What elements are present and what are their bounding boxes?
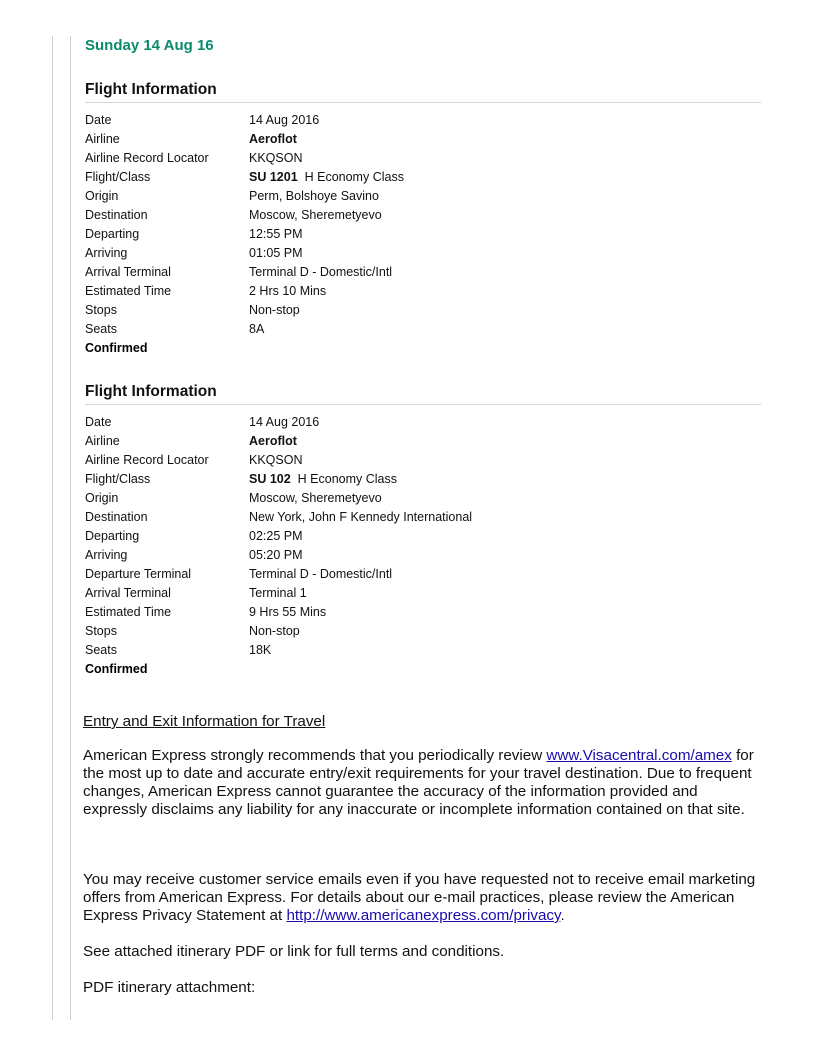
flight-row-record-locator [85, 451, 761, 470]
airline-name: Aeroflot [249, 132, 297, 146]
row-label: Origin [85, 491, 119, 505]
row-value: 2 Hrs 10 Mins [249, 284, 327, 298]
row-value: Moscow, Sheremetyevo [249, 208, 382, 222]
visacentral-link[interactable]: www.Visacentral.com/amex [546, 747, 732, 764]
row-label: Flight/Class [85, 472, 151, 486]
row-value: 18K [249, 643, 272, 657]
row-value: 01:05 PM [249, 246, 303, 260]
row-label: Seats [85, 322, 117, 336]
privacy-paragraph [83, 871, 763, 925]
row-value: 8A [249, 322, 265, 336]
row-label: Stops [85, 303, 117, 317]
row-value [249, 130, 297, 149]
flight-row-stops [85, 301, 761, 320]
row-value: Terminal 1 [249, 586, 307, 600]
privacy-text-1: You may receive customer service emails even if you have requested not to receive email marketing offers from American Express. For details about our e-mail practices, please review the American Express Privacy Statement at [83, 871, 756, 924]
pdf-attachment-label: PDF itinerary attachment: [83, 979, 256, 996]
row-value: Terminal D - Domestic/Intl [249, 265, 393, 279]
row-label: Estimated Time [85, 605, 172, 619]
flight-row-departure-terminal [85, 565, 761, 584]
entry-exit-heading-text: Entry and Exit Information for Travel [83, 713, 326, 730]
flight-row-flight-class [85, 168, 761, 187]
flight-row-arriving [85, 546, 761, 565]
flight-row-estimated-time [85, 282, 761, 301]
row-value: 14 Aug 2016 [249, 415, 320, 429]
row-value: 9 Hrs 55 Mins [249, 605, 327, 619]
entry-exit-heading [83, 713, 763, 731]
flight-row-departing [85, 225, 761, 244]
entry-exit-paragraph [83, 747, 763, 819]
row-label: Airline Record Locator [85, 151, 209, 165]
row-value: Terminal D - Domestic/Intl [249, 567, 393, 581]
flight-row-estimated-time [85, 603, 761, 622]
booking-status: Confirmed [85, 341, 148, 355]
row-value: Perm, Bolshoye Savino [249, 189, 379, 203]
row-label: Arrival Terminal [85, 586, 171, 600]
privacy-text-2: . [560, 907, 565, 924]
row-value [249, 432, 297, 451]
row-label: Destination [85, 510, 148, 524]
flight-row-date [85, 413, 761, 432]
row-value: 02:25 PM [249, 529, 303, 543]
row-label: Departing [85, 529, 140, 543]
row-label: Flight/Class [85, 170, 151, 184]
flight-row-arriving [85, 244, 761, 263]
flight-number: SU 102 [249, 472, 291, 486]
flight-class: H Economy Class [304, 170, 404, 184]
left-margin-rule-inner [70, 36, 71, 1020]
row-value: Moscow, Sheremetyevo [249, 491, 382, 505]
row-label: Departure Terminal [85, 567, 192, 581]
flight-row-flight-class [85, 470, 761, 489]
row-value [249, 168, 404, 187]
flight-row-origin [85, 489, 761, 508]
flight-row-record-locator [85, 149, 761, 168]
row-label: Seats [85, 643, 117, 657]
flight-row-origin [85, 187, 761, 206]
row-label: Arriving [85, 246, 128, 260]
flight-row-stops [85, 622, 761, 641]
flight-number: SU 1201 [249, 170, 298, 184]
row-value: 05:20 PM [249, 548, 303, 562]
flight-row-arrival-terminal [85, 263, 761, 282]
row-value [249, 470, 397, 489]
entry-exit-text-2: for the most up to date and accurate entry/exit requirements for your travel destination. Due to frequent changes, American Express cannot guarantee the accuracy of the information provided and expressly disclaims any liability for any inaccurate or incomplete information contained on that site. [83, 747, 754, 818]
row-label: Estimated Time [85, 284, 172, 298]
row-label: Origin [85, 189, 119, 203]
flight-row-airline [85, 130, 761, 149]
row-value: Non-stop [249, 624, 300, 638]
booking-status: Confirmed [85, 662, 148, 676]
row-value: New York, John F Kennedy International [249, 510, 473, 524]
row-label: Destination [85, 208, 148, 222]
row-value: KKQSON [249, 151, 303, 165]
flight-row-airline [85, 432, 761, 451]
flight-class: H Economy Class [297, 472, 397, 486]
airline-name: Aeroflot [249, 434, 297, 448]
attachment-note: See attached itinerary PDF or link for full terms and conditions. [83, 943, 505, 960]
flight-row-destination [85, 508, 761, 527]
row-value: KKQSON [249, 453, 303, 467]
row-value: Non-stop [249, 303, 300, 317]
left-margin-rule [52, 36, 53, 1020]
flight-segment-1 [85, 80, 761, 358]
row-label: Stops [85, 624, 117, 638]
flight-info-title: Flight Information [85, 382, 761, 405]
flight-row-destination [85, 206, 761, 225]
row-label: Date [85, 113, 112, 127]
row-label: Departing [85, 227, 140, 241]
row-label: Airline [85, 434, 120, 448]
flight-info-title: Flight Information [85, 80, 761, 103]
flight-row-date [85, 111, 761, 130]
row-label: Date [85, 415, 112, 429]
row-value: 14 Aug 2016 [249, 113, 320, 127]
row-label: Airline Record Locator [85, 453, 209, 467]
row-label: Arrival Terminal [85, 265, 171, 279]
row-label: Airline [85, 132, 120, 146]
flight-segment-2 [85, 382, 761, 679]
flight-row-seats [85, 320, 761, 339]
flight-row-departing [85, 527, 761, 546]
flight-row-arrival-terminal [85, 584, 761, 603]
row-label: Arriving [85, 548, 128, 562]
privacy-link[interactable]: http://www.americanexpress.com/privacy [286, 907, 561, 924]
entry-exit-text-1: American Express strongly recommends that you periodically review [83, 747, 543, 764]
date-heading: Sunday 14 Aug 16 [85, 37, 214, 54]
flight-row-seats [85, 641, 761, 660]
row-value: 12:55 PM [249, 227, 303, 241]
